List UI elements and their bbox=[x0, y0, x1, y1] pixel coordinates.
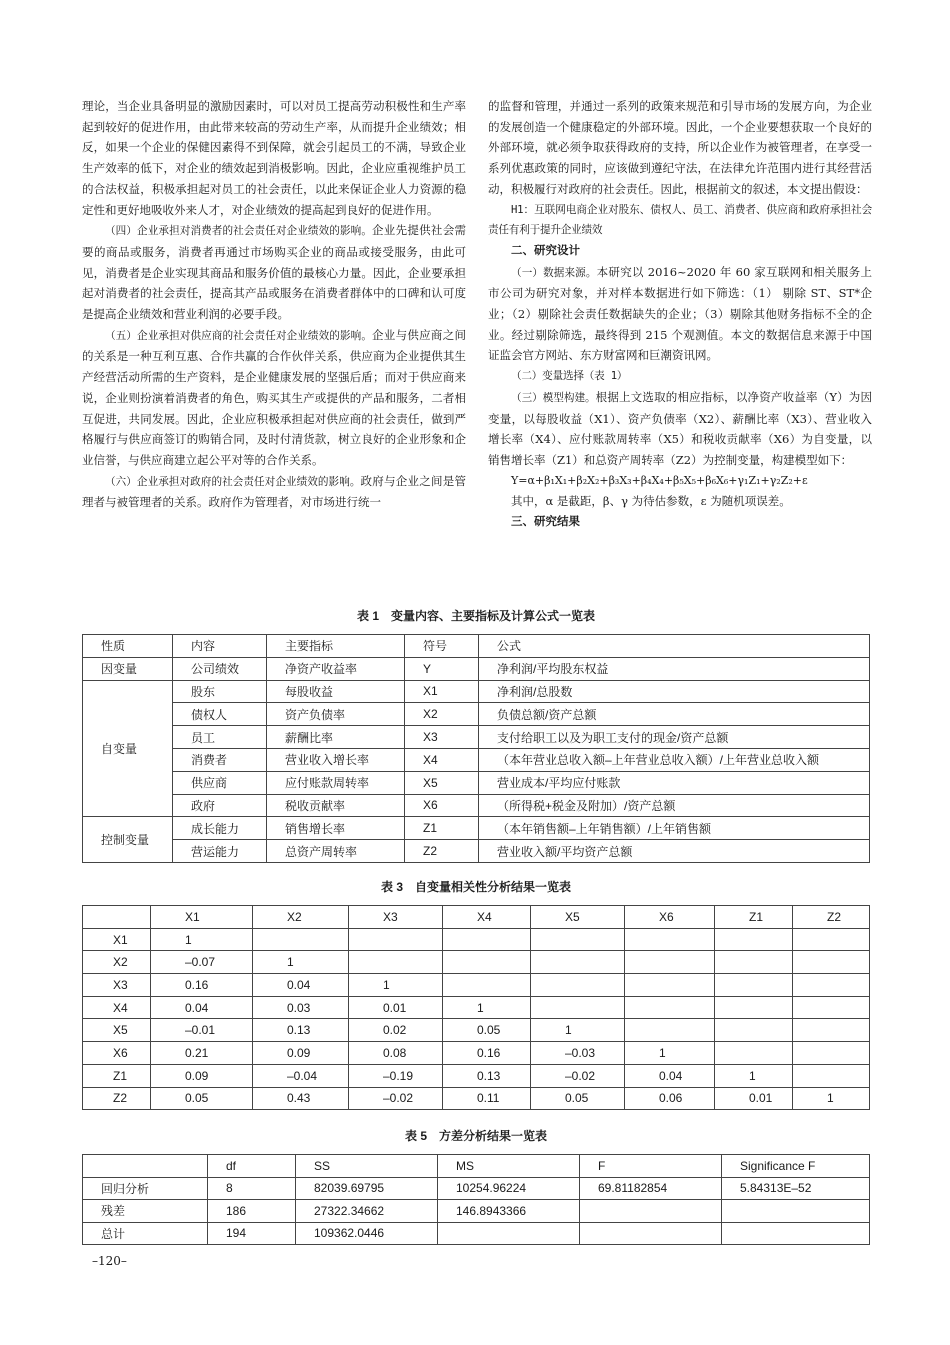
subheading: （三）模型构建。 bbox=[511, 391, 596, 404]
table-cell: 0.21 bbox=[151, 1042, 253, 1065]
table-cell: 0.05 bbox=[531, 1087, 625, 1110]
table-cell: X3 bbox=[83, 974, 151, 997]
table-row bbox=[83, 906, 870, 929]
table-cell: 0.05 bbox=[443, 1019, 531, 1042]
table-row bbox=[83, 794, 870, 817]
table-cell: 营业收入额/平均资产总额 bbox=[479, 840, 870, 863]
paragraph bbox=[488, 262, 872, 367]
table-cell bbox=[349, 951, 443, 974]
subheading: （六）企业承担对政府的社会责任对企业绩效的影响。 bbox=[105, 475, 361, 488]
table-cell bbox=[531, 951, 625, 974]
right-column bbox=[488, 96, 872, 533]
table3 bbox=[82, 905, 870, 1110]
table-cell bbox=[625, 951, 715, 974]
table-cell: 政府 bbox=[173, 794, 267, 817]
hypothesis: H1：互联网电商企业对股东、债权人、员工、消费者、供应商和政府承担社会责任有利于提升企业绩效 bbox=[488, 203, 872, 237]
table-cell: X4 bbox=[83, 996, 151, 1019]
table-cell: 营业收入增长率 bbox=[267, 748, 405, 771]
table-cell: 资产负债率 bbox=[267, 703, 405, 726]
table-cell: 109362.0446 bbox=[296, 1222, 438, 1245]
table-cell: SS bbox=[296, 1155, 438, 1178]
subheading: （四）企业承担对消费者的社会责任对企业绩效的影响。 bbox=[105, 225, 372, 238]
table-cell: 净资产收益率 bbox=[267, 657, 405, 680]
table-cell: X5 bbox=[405, 771, 479, 794]
table-cell: –0.02 bbox=[531, 1064, 625, 1087]
table-cell: –0.19 bbox=[349, 1064, 443, 1087]
table-cell: 146.8943366 bbox=[438, 1200, 580, 1223]
table-row bbox=[83, 1019, 870, 1042]
table-cell bbox=[625, 928, 715, 951]
table-cell: 总计 bbox=[83, 1222, 208, 1245]
table-row bbox=[83, 1155, 870, 1178]
table-cell: 0.16 bbox=[443, 1042, 531, 1065]
table-cell bbox=[438, 1222, 580, 1245]
table-cell: 每股收益 bbox=[267, 680, 405, 703]
table-cell bbox=[531, 928, 625, 951]
table-header: 主要指标 bbox=[267, 635, 405, 658]
subheading: （一）数据来源。 bbox=[511, 266, 597, 279]
table-cell: 0.16 bbox=[151, 974, 253, 997]
paragraph: 其中，α 是截距，β、γ 为待估参数，ε 为随机项误差。 bbox=[511, 494, 791, 509]
table-row bbox=[83, 1177, 870, 1200]
table-cell: X1 bbox=[405, 680, 479, 703]
table-cell: 净利润/总股数 bbox=[479, 680, 870, 703]
paragraph-text: 本研究以 2016~2020 年 60 家互联网和相关服务上市公司为研究对象，并对样本数据进行如下筛选：（1） 剔除 ST、ST*企业；（2）剔除社会责任数据缺失的企业；（3）剔除其他财务指标不全的企业。经过剔除筛选，最终得到 215 个观测值。本文的数据信息来源于中国证监会官方网站、东方财富网和巨潮资讯网。 bbox=[488, 264, 872, 363]
table-cell: –0.02 bbox=[349, 1087, 443, 1110]
table5-caption: 表 5 方差分析结果一览表 bbox=[404, 1129, 547, 1143]
table-row bbox=[83, 974, 870, 997]
table-cell: 1 bbox=[793, 1087, 870, 1110]
table-cell: 0.09 bbox=[151, 1064, 253, 1087]
table-cell: 支付给职工以及为职工支付的现金/资产总额 bbox=[479, 726, 870, 749]
table-row bbox=[83, 1064, 870, 1087]
table5 bbox=[82, 1154, 870, 1245]
table-row bbox=[83, 1222, 870, 1245]
table-row bbox=[83, 771, 870, 794]
table-cell: –0.04 bbox=[253, 1064, 349, 1087]
paragraph bbox=[82, 325, 466, 471]
table1 bbox=[82, 634, 870, 863]
table-cell bbox=[793, 1064, 870, 1087]
table-cell bbox=[531, 996, 625, 1019]
table-cell: X1 bbox=[151, 906, 253, 929]
table-cell: X2 bbox=[405, 703, 479, 726]
table-row bbox=[83, 703, 870, 726]
paragraph-text: 根据上文选取的相应指标，以净资产收益率（Y）为因变量，以每股收益（X1）、资产负债率（X2）、薪酬比率（X3）、营业收入增长率（X4）、应付账款周转率（X5）和税收贡献率（X6）为自变量，以销售增长率（Z1）和总资产周转率（Z2）为控制变量，构建模型如下： bbox=[488, 389, 872, 467]
table-header: 公式 bbox=[479, 635, 870, 658]
table-cell bbox=[625, 996, 715, 1019]
table-cell: Z2 bbox=[793, 906, 870, 929]
table-cell: 消费者 bbox=[173, 748, 267, 771]
table-cell: X1 bbox=[83, 928, 151, 951]
table-cell bbox=[722, 1222, 870, 1245]
paragraph bbox=[82, 220, 466, 325]
table-cell bbox=[443, 928, 531, 951]
table-cell: X5 bbox=[531, 906, 625, 929]
table-cell: 1 bbox=[151, 928, 253, 951]
table-cell: 186 bbox=[208, 1200, 296, 1223]
table-cell: 应付账款周转率 bbox=[267, 771, 405, 794]
table-cell: 1 bbox=[625, 1042, 715, 1065]
group-cell: 控制变量 bbox=[83, 817, 173, 863]
table-cell: 10254.96224 bbox=[438, 1177, 580, 1200]
paragraph-text: 企业先提供社会需要的商品或服务，消费者再通过市场购买企业的商品或接受服务，由此可见，消费者是企业实现其商品和服务价值的最核心力量。因此，企业要承担起对消费者的社会责任，提高其产品或服务在消费者群体中的口碑和认可度是提高企业绩效和营业利润的必要手段。 bbox=[82, 223, 467, 322]
table-cell: X6 bbox=[405, 794, 479, 817]
table-cell: 82039.69795 bbox=[296, 1177, 438, 1200]
paragraph-text: 政府与企业之间是管理者与被管理者的关系。政府作为管理者，对市场进行统一 bbox=[82, 473, 466, 510]
table-cell: 1 bbox=[531, 1019, 625, 1042]
table-cell: 0.03 bbox=[253, 996, 349, 1019]
page-number: –120– bbox=[92, 1254, 127, 1268]
table-cell: 0.02 bbox=[349, 1019, 443, 1042]
paragraph: 的监督和管理，并通过一系列的政策来规范和引导市场的发展方向，为企业的发展创造一个健康稳定的外部环境。因此，一个企业要想获取一个良好的外部环境，就必须争取获得政府的支持，所以企业作为被管理者，在享受一系列优惠政策的同时，应该做到遵纪守法，在法律允许范围内进行其经营活动，积极履行对政府的社会责任。因此，根据前文的叙述，本文提出假设： bbox=[488, 99, 872, 196]
table-cell bbox=[793, 951, 870, 974]
table-cell bbox=[580, 1200, 722, 1223]
table-cell: 0.43 bbox=[253, 1087, 349, 1110]
table-cell bbox=[793, 996, 870, 1019]
left-column bbox=[82, 96, 466, 513]
table-cell: 营业成本/平均应付账款 bbox=[479, 771, 870, 794]
table-cell: 薪酬比率 bbox=[267, 726, 405, 749]
table-cell: 0.06 bbox=[625, 1087, 715, 1110]
paragraph bbox=[82, 471, 466, 513]
table-cell: 销售增长率 bbox=[267, 817, 405, 840]
table-cell: X2 bbox=[83, 951, 151, 974]
table-row bbox=[83, 1200, 870, 1223]
table-cell bbox=[349, 928, 443, 951]
table-cell bbox=[715, 928, 793, 951]
table-header-row bbox=[83, 635, 870, 658]
table-cell: –0.03 bbox=[531, 1042, 625, 1065]
table-cell: 负债总额/资产总额 bbox=[479, 703, 870, 726]
table-cell: Z2 bbox=[405, 840, 479, 863]
table-cell: 194 bbox=[208, 1222, 296, 1245]
section-heading: 三、研究结果 bbox=[511, 516, 580, 529]
table-cell: Z2 bbox=[83, 1087, 151, 1110]
table-cell: X6 bbox=[625, 906, 715, 929]
table-cell: Z1 bbox=[715, 906, 793, 929]
table-cell: 股东 bbox=[173, 680, 267, 703]
table-cell: 税收贡献率 bbox=[267, 794, 405, 817]
table-cell: 公司绩效 bbox=[173, 657, 267, 680]
group-cell: 自变量 bbox=[83, 680, 173, 817]
table-cell bbox=[722, 1200, 870, 1223]
table-row bbox=[83, 996, 870, 1019]
table-cell: 0.13 bbox=[253, 1019, 349, 1042]
table-cell: X5 bbox=[83, 1019, 151, 1042]
paragraph: 理论，当企业具备明显的激励因素时，可以对员工提高劳动积极性和生产率起到较好的促进作用，由此带来较高的劳动生产率，从而提升企业绩效；相反，如果一个企业的保健因素得不到保障，就会引起员工的不满，导致企业生产效率的低下，对企业的绩效起到消极影响。因此，企业应重视维护员工的合法权益，积极承担起对员工的社会责任，以此来保证企业人力资源的稳定性和更好地吸收外来人才，对企业绩效的提高起到良好的促进作用。 bbox=[82, 99, 466, 217]
table-cell: –0.01 bbox=[151, 1019, 253, 1042]
table-cell: （本年销售额–上年销售额）/上年销售额 bbox=[479, 817, 870, 840]
table-cell: Z1 bbox=[83, 1064, 151, 1087]
table-row bbox=[83, 817, 870, 840]
table-cell: 0.04 bbox=[151, 996, 253, 1019]
section-heading: 二、研究设计 bbox=[511, 244, 580, 257]
table-cell: 债权人 bbox=[173, 703, 267, 726]
table-cell: （本年营业总收入额–上年营业总收入额）/上年营业总收入额 bbox=[479, 748, 870, 771]
table-cell: 1 bbox=[253, 951, 349, 974]
table-header: 内容 bbox=[173, 635, 267, 658]
table-cell bbox=[531, 974, 625, 997]
table-cell bbox=[83, 906, 151, 929]
paragraph bbox=[488, 387, 872, 471]
table-cell bbox=[443, 951, 531, 974]
table-cell: 回归分析 bbox=[83, 1177, 208, 1200]
table-cell bbox=[253, 928, 349, 951]
table-cell: 69.81182854 bbox=[580, 1177, 722, 1200]
table-cell: 0.04 bbox=[253, 974, 349, 997]
table1-caption: 表 1 变量内容、主要指标及计算公式一览表 bbox=[356, 609, 595, 623]
table-row bbox=[83, 840, 870, 863]
table-cell: 1 bbox=[349, 974, 443, 997]
table-row bbox=[83, 748, 870, 771]
table-cell: Y bbox=[405, 657, 479, 680]
table-row bbox=[83, 657, 870, 680]
table-cell: 0.08 bbox=[349, 1042, 443, 1065]
table3-caption: 表 3 自变量相关性分析结果一览表 bbox=[380, 880, 571, 894]
table-cell bbox=[83, 1155, 208, 1178]
table-cell: X2 bbox=[253, 906, 349, 929]
table-cell: 0.05 bbox=[151, 1087, 253, 1110]
group-cell: 因变量 bbox=[83, 657, 173, 680]
table-header: 符号 bbox=[405, 635, 479, 658]
table-cell bbox=[580, 1222, 722, 1245]
table-cell: MS bbox=[438, 1155, 580, 1178]
table-cell bbox=[715, 974, 793, 997]
table-cell: X4 bbox=[405, 748, 479, 771]
table-cell: Z1 bbox=[405, 817, 479, 840]
table-cell: 27322.34662 bbox=[296, 1200, 438, 1223]
subheading: （二）变量选择（表 1） bbox=[511, 370, 628, 383]
table-cell: 5.84313E–52 bbox=[722, 1177, 870, 1200]
table-row bbox=[83, 726, 870, 749]
table-row bbox=[83, 1087, 870, 1110]
table-cell: 净利润/平均股东权益 bbox=[479, 657, 870, 680]
table-cell: F bbox=[580, 1155, 722, 1178]
table-cell: X3 bbox=[349, 906, 443, 929]
table-cell: 总资产周转率 bbox=[267, 840, 405, 863]
table-cell bbox=[715, 951, 793, 974]
table-cell bbox=[625, 1019, 715, 1042]
table-cell bbox=[625, 974, 715, 997]
table-cell: 0.09 bbox=[253, 1042, 349, 1065]
paragraph-text: 企业与供应商之间的关系是一种互利互惠、合作共赢的合作伙伴关系，供应商为企业提供其生产经营活动所需的生产资料，是企业健康发展的坚强后盾；而对于供应商来说，企业则扮演着消费者的角色，购买其生产或提供的产品和服务，二者相互促进，共同发展。因此，企业应积极承担起对供应商的社会责任，做到严格履行与供应商签订的购销合同，及时付清货款，树立良好的企业形象和企业信誉，与供应商建立起公平对等的合作关系。 bbox=[82, 327, 467, 467]
table-cell bbox=[715, 1019, 793, 1042]
table-cell: 成长能力 bbox=[173, 817, 267, 840]
table-cell bbox=[793, 974, 870, 997]
subheading: （五）企业承担对供应商的社会责任对企业绩效的影响。 bbox=[105, 329, 372, 342]
table-cell bbox=[715, 996, 793, 1019]
table-cell bbox=[793, 1042, 870, 1065]
table-cell: 0.13 bbox=[443, 1064, 531, 1087]
table-cell: 8 bbox=[208, 1177, 296, 1200]
table-cell: df bbox=[208, 1155, 296, 1178]
table-row bbox=[83, 951, 870, 974]
table-cell bbox=[715, 1042, 793, 1065]
table-cell: 0.01 bbox=[715, 1087, 793, 1110]
table-cell: X6 bbox=[83, 1042, 151, 1065]
table-cell bbox=[793, 1019, 870, 1042]
table-cell: Significance F bbox=[722, 1155, 870, 1178]
table-cell: 员工 bbox=[173, 726, 267, 749]
table-row bbox=[83, 1042, 870, 1065]
table-cell: 残差 bbox=[83, 1200, 208, 1223]
table-cell: 1 bbox=[443, 996, 531, 1019]
table-cell bbox=[793, 928, 870, 951]
table-cell: 0.01 bbox=[349, 996, 443, 1019]
model-formula: Y=α+β₁X₁+β₂X₂+β₃X₃+β₄X₄+β₅X₅+β₆X₆+γ₁Z₁+γ₂Z₂+ε bbox=[511, 473, 808, 487]
table-cell: （所得税+税金及附加）/资产总额 bbox=[479, 794, 870, 817]
table-row bbox=[83, 680, 870, 703]
table-cell bbox=[443, 974, 531, 997]
table-cell: 0.11 bbox=[443, 1087, 531, 1110]
table-header: 性质 bbox=[83, 635, 173, 658]
table-cell: 营运能力 bbox=[173, 840, 267, 863]
table-cell: –0.07 bbox=[151, 951, 253, 974]
table-cell: X4 bbox=[443, 906, 531, 929]
table-cell: 1 bbox=[715, 1064, 793, 1087]
table-cell: 0.04 bbox=[625, 1064, 715, 1087]
table-cell: 供应商 bbox=[173, 771, 267, 794]
table-cell: X3 bbox=[405, 726, 479, 749]
table-row bbox=[83, 928, 870, 951]
